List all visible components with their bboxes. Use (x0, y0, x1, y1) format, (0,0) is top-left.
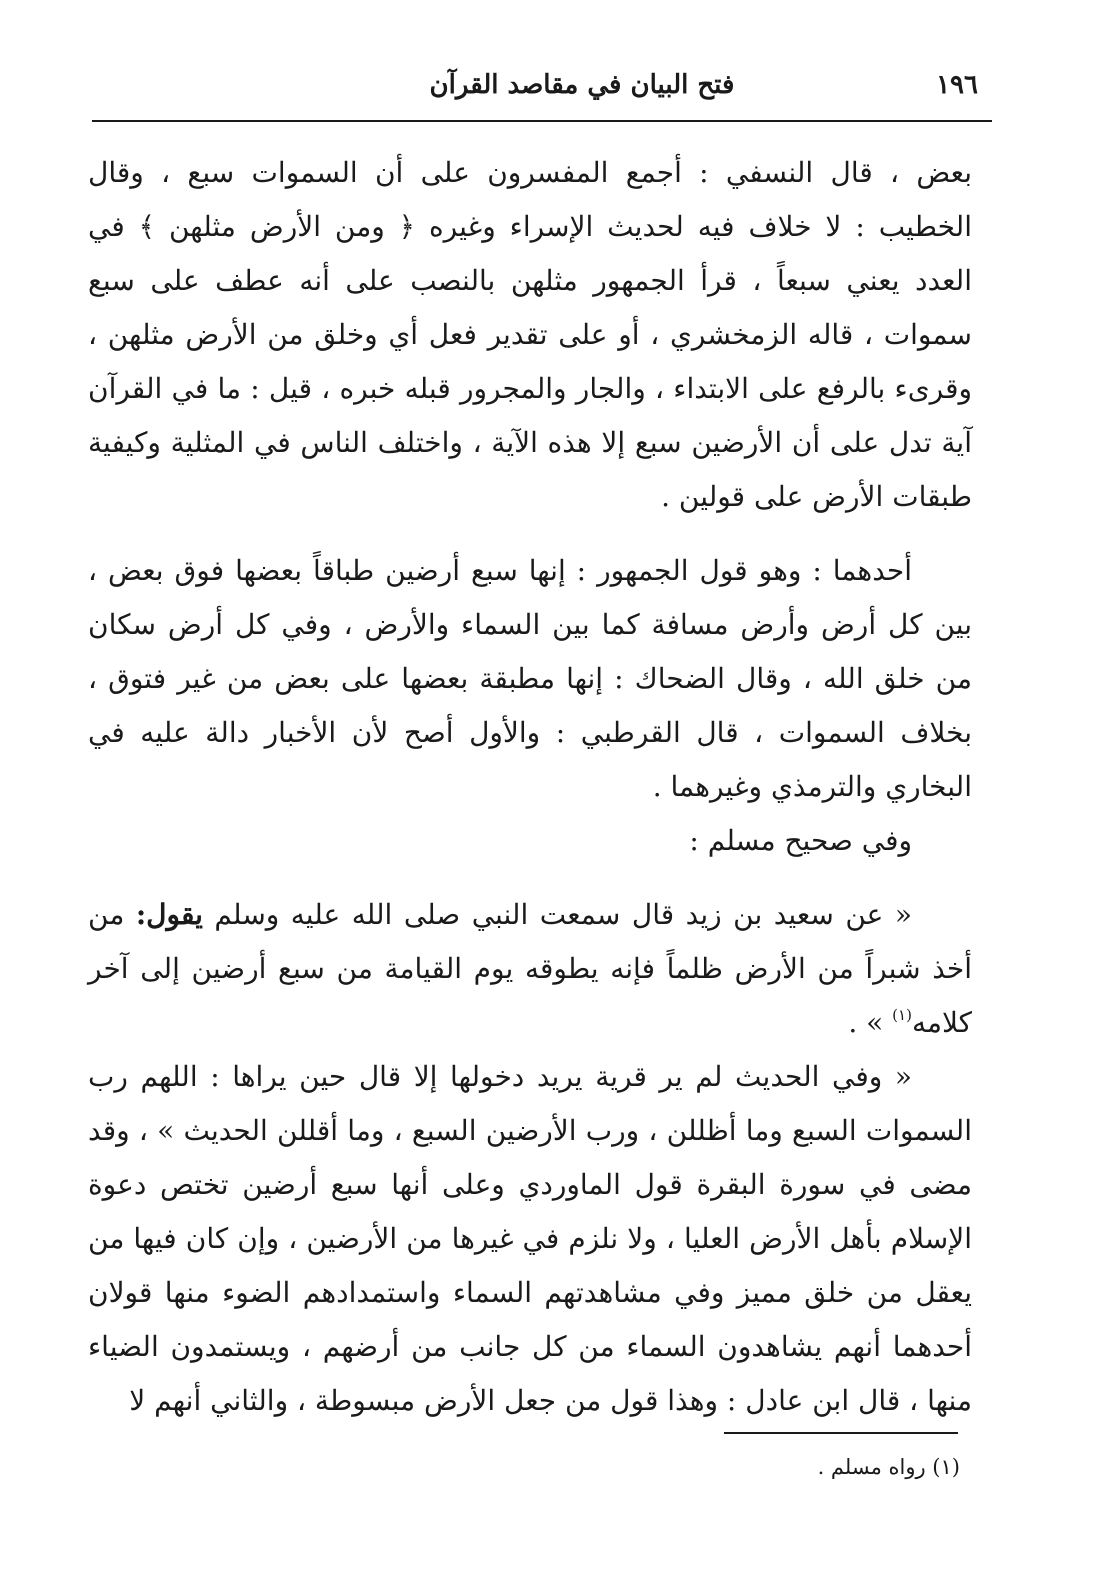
paragraph-3: وفي صحيح مسلم : (689, 824, 912, 857)
footnote-rule (724, 1432, 958, 1434)
footnote: (١) رواه مسلم . (817, 1455, 960, 1479)
footnote-reference[interactable]: (١) (892, 1006, 912, 1024)
paragraph-2: أحدهما : وهو قول الجمهور : إنها سبع أرضين طباقاً بعضها فوق بعض ، بين كل أرض وأرض مسافة كما بين السماء والأرض ، وفي كل أرض سكان من خلق الله ، وقال الضحاك : إنها مطبقة بعضها على بعض من غير فتوق ، بخلاف السموات ، قال القرطبي : والأول أصح لأن الأخبار دالة عليه في البخاري والترمذي وغيرهما . (88, 554, 972, 803)
paragraph-hadith-2: « وفي الحديث لم ير قرية يريد دخولها إلا قال حين يراها : اللهم رب السموات السبع وما أظللن ، ورب الأرضين السبع ، وما أقللن الحديث » ، وقد مضى في سورة البقرة قول الماوردي وعلى أنها سبع أرضين تختص دعوة الإسلام بأهل الأرض العليا ، ولا نلزم في غيرها من الأرضين ، وإن كان فيها من يعقل من خلق مميز وفي مشاهدتهم السماء واستمدادهم الضوء منها قولان أحدهما أنهم يشاهدون السماء من كل جانب من أرضهم ، ويستمدون الضياء منها ، قال ابن عادل : وهذا قول من جعل الأرض مبسوطة ، والثاني أنهم لا (88, 1060, 972, 1417)
paragraph-hadith-1 (88, 888, 972, 1050)
running-title: فتح البيان في مقاصد القرآن (429, 70, 735, 100)
page-header (92, 64, 992, 120)
hadith-text-start: « عن سعيد بن زيد قال سمعت النبي صلى الله عليه وسلم (202, 898, 912, 931)
header-rule (92, 120, 992, 122)
paragraph-1: بعض ، قال النسفي : أجمع المفسرون على أن السموات سبع ، وقال الخطيب : لا خلاف فيه لحديث الإسراء وغيره ﴿ ومن الأرض مثلهن ﴾ في العدد يعني سبعاً ، قرأ الجمهور مثلهن بالنصب على أنه عطف على سبع سموات ، قاله الزمخشري ، أو على تقدير فعل أي وخلق من الأرض مثلهن ، وقرىء بالرفع على الابتداء ، والجار والمجرور قبله خبره ، قيل : ما في القرآن آية تدل على أن الأرضين سبع إلا هذه الآية ، واختلف الناس في المثلية وكيفية طبقات الأرض على قولين . (88, 156, 972, 513)
main-text (88, 146, 972, 1428)
hadith-text-middle: من أخذ شبراً من الأرض ظلماً فإنه يطوقه يوم القيامة من سبع أرضين إلى آخر كلامه (88, 898, 972, 1039)
hadith-text-end: » . (848, 1006, 893, 1039)
page-number: ١٩٦ (936, 70, 978, 100)
hadith-bold-word: يقول: (135, 898, 203, 931)
